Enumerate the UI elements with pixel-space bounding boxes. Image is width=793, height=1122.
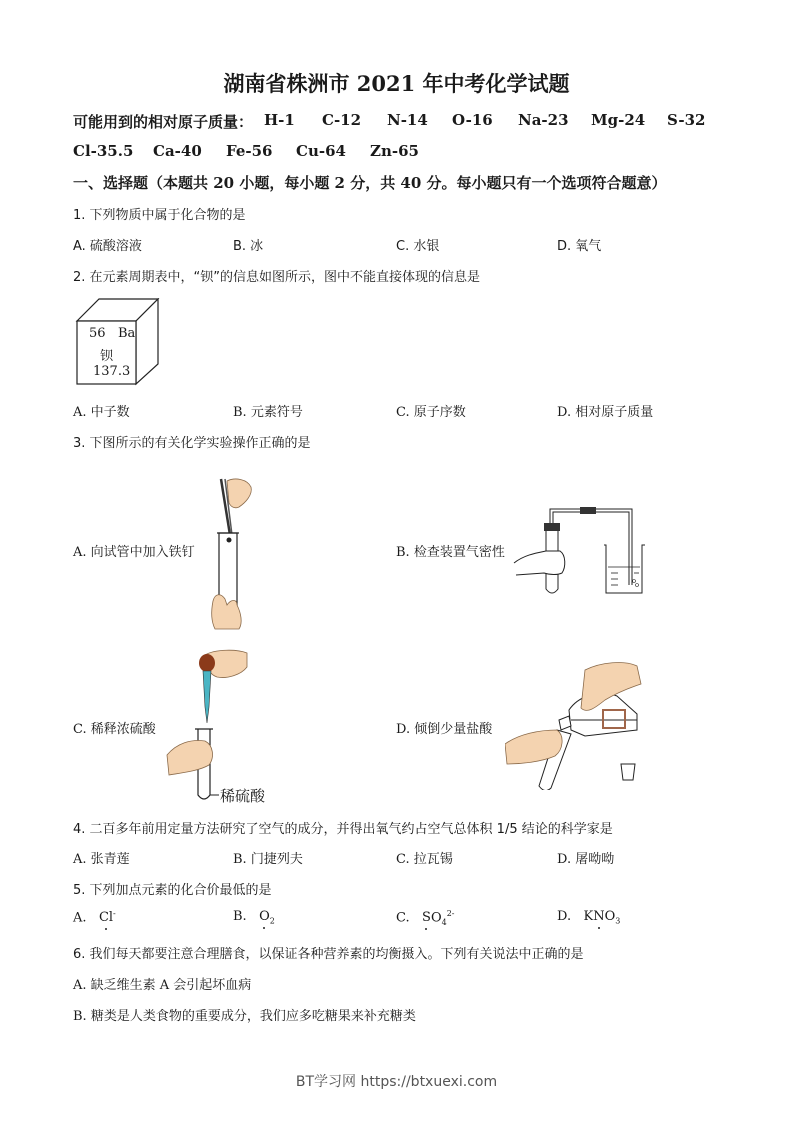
option-letter: B. <box>233 909 247 924</box>
element-name: 钡 <box>100 349 114 364</box>
atomic-mass-n: N-14 <box>387 111 428 129</box>
atomic-mass-fe: Fe-56 <box>226 142 273 160</box>
option-letter: C. <box>396 910 410 926</box>
figure-dilute-acid <box>165 647 250 802</box>
section-heading: 一、选择题（本题共 20 小题，每小题 2 分，共 40 分。每小题只有一个选项符合题意） <box>73 174 667 192</box>
q1-option-a: A. 硫酸溶液 <box>73 239 142 254</box>
charge: 2- <box>446 909 455 918</box>
charge: - <box>113 909 116 918</box>
q3-option-a: A. 向试管中加入铁钉 <box>73 545 195 560</box>
q1-option-b: B. 冰 <box>233 239 264 254</box>
q5-option-a <box>73 909 116 925</box>
q3-option-b: B. 检查装置气密性 <box>396 545 505 560</box>
atomic-mass-cl: Cl-35.5 <box>73 142 134 160</box>
q3-option-d: D. 倾倒少量盐酸 <box>396 722 493 737</box>
q1-option-d: D. 氧气 <box>557 239 602 254</box>
question-1-stem: 1. 下列物质中属于化合物的是 <box>73 208 246 223</box>
atomic-mass-c: C-12 <box>322 111 362 129</box>
q6-option-a: A. 缺乏维生素 A 会引起坏血病 <box>73 978 252 993</box>
footer-watermark[interactable]: BT学习网 https://btxuexi.com <box>295 1074 498 1090</box>
figure-c-label: 稀硫酸 <box>220 787 266 805</box>
atomic-mass-mg: Mg-24 <box>591 111 646 129</box>
dotted-element: S <box>422 910 431 926</box>
question-5-stem: 5. 下列加点元素的化合价最低的是 <box>73 883 272 898</box>
q2-option-a: A. 中子数 <box>73 405 130 420</box>
atomic-mass-s: S-32 <box>667 111 706 129</box>
q5-option-b <box>233 909 275 926</box>
atomic-mass-na: Na-23 <box>518 111 569 129</box>
atomic-mass-label: 可能用到的相对原子质量： <box>73 113 254 131</box>
atomic-mass-zn: Zn-65 <box>370 142 419 160</box>
q4-option-d: D. 屠呦呦 <box>557 852 615 867</box>
element-mass: 137.3 <box>93 364 131 379</box>
q2-option-b: B. 元素符号 <box>233 405 303 420</box>
atomic-mass-o: O-16 <box>452 111 493 129</box>
atomic-mass-cu: Cu-64 <box>296 142 346 160</box>
figure-pour-acid <box>505 660 650 790</box>
option-letter: A. <box>73 910 87 926</box>
atomic-mass-ca: Ca-40 <box>153 142 202 160</box>
q2-option-d: D. 相对原子质量 <box>557 405 654 420</box>
subscript: 4 <box>441 917 447 927</box>
question-4-stem: 4. 二百多年前用定量方法研究了空气的成分，并得出氧气约占空气总体积 1/5 结论的科学家是 <box>73 822 613 837</box>
figure-check-airtightness <box>512 505 647 600</box>
question-3-stem: 3. 下图所示的有关化学实验操作正确的是 <box>73 436 311 451</box>
q3-option-c: C. 稀释浓硫酸 <box>73 722 156 737</box>
q4-option-b: B. 门捷列夫 <box>233 852 303 867</box>
q4-option-a: A. 张青莲 <box>73 852 130 867</box>
formula-pre: K <box>583 909 594 924</box>
formula-rest: O <box>604 909 616 924</box>
q5-option-d <box>557 909 620 926</box>
subscript: 2 <box>269 916 275 926</box>
dotted-element: N <box>593 909 605 924</box>
atomic-mass-h: H-1 <box>264 111 295 129</box>
q6-option-b: B. 糖类是人类食物的重要成分，我们应多吃糖果来补充糖类 <box>73 1009 416 1024</box>
formula-rest: O <box>430 910 442 926</box>
q1-option-c: C. 水银 <box>396 239 440 254</box>
q4-option-c: C. 拉瓦锡 <box>396 852 453 867</box>
q5-option-c <box>396 909 455 927</box>
question-6-stem: 6. 我们每天都要注意合理膳食，以保证各种营养素的均衡摄入。下列有关说法中正确的是 <box>73 947 584 962</box>
element-number: 56 <box>89 326 106 341</box>
question-2-stem: 2. 在元素周期表中，“钡”的信息如图所示，图中不能直接体现的信息是 <box>73 270 481 285</box>
option-letter: D. <box>557 909 572 924</box>
dotted-element: Cl <box>98 910 114 926</box>
q2-option-c: C. 原子序数 <box>396 405 466 420</box>
element-symbol: Ba <box>118 326 136 341</box>
dotted-element: O <box>259 909 270 924</box>
page-title: 湖南省株洲市 2021 年中考化学试题 <box>223 71 570 96</box>
subscript: 3 <box>615 916 621 926</box>
figure-add-iron-nail <box>205 473 265 633</box>
